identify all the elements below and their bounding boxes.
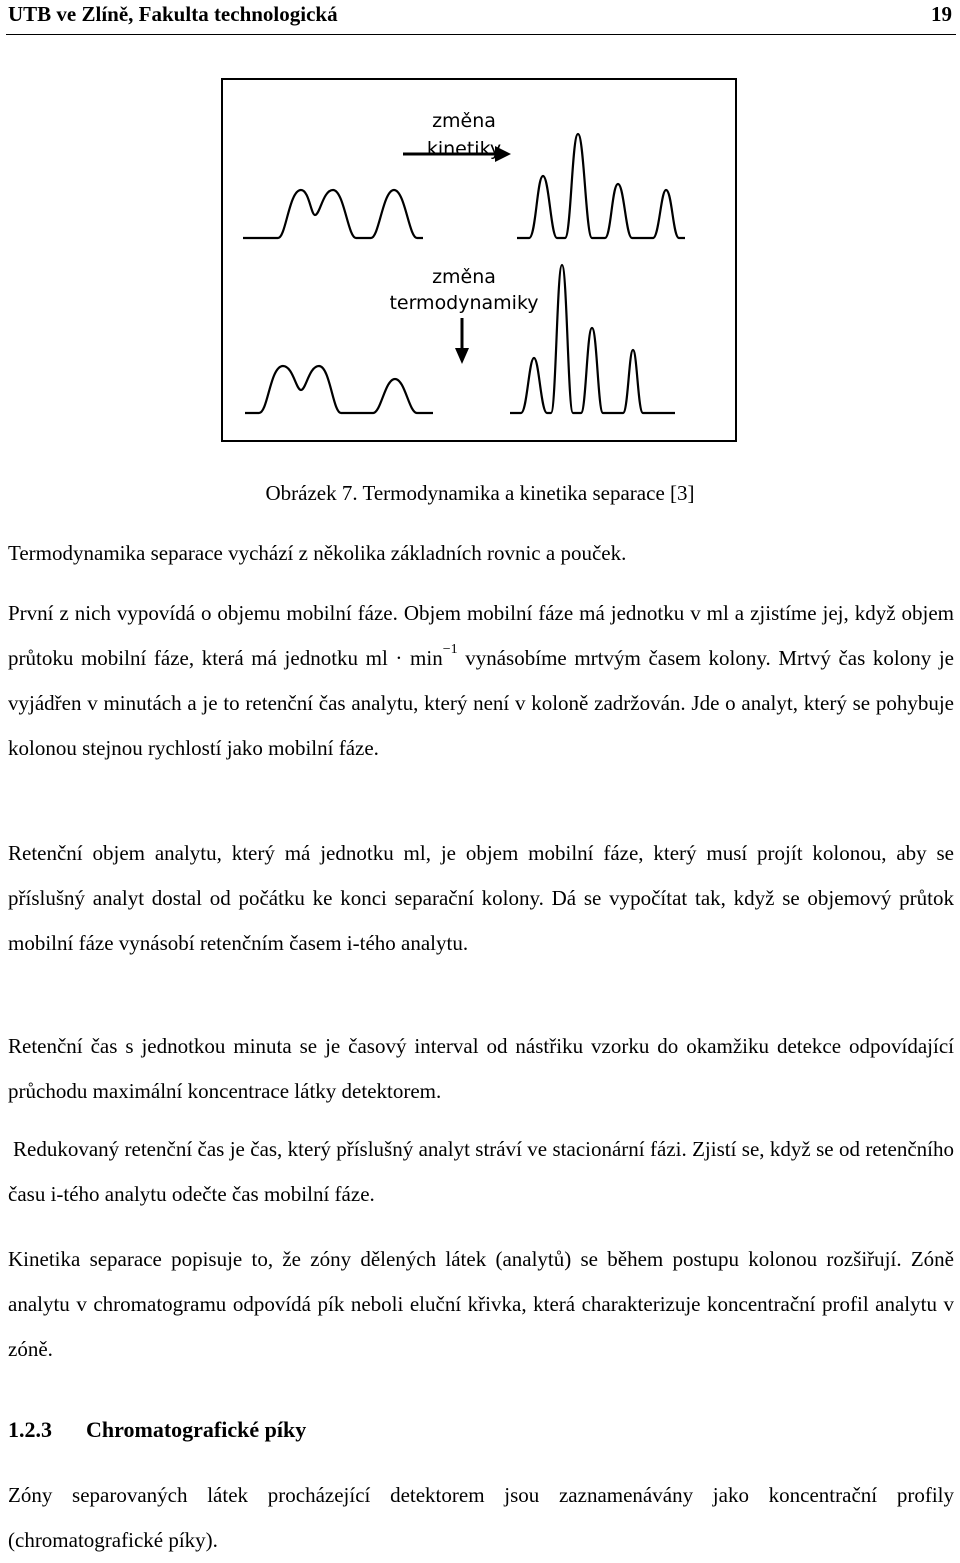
label-kinetics-line2: kinetiky bbox=[426, 138, 502, 160]
section-title: Chromatografické píky bbox=[86, 1417, 307, 1442]
section-number: 1.2.3 bbox=[8, 1417, 52, 1442]
paragraph-4: Retenční čas s jednotkou minuta se je časový interval od nástřiku vzorku do okamžiku detekce odpovídající průchodu maximální koncentrace látky detektorem. bbox=[8, 1034, 954, 1103]
chromatogram-narrow-peaks-top bbox=[517, 134, 685, 238]
chromatogram-drawing bbox=[223, 80, 735, 440]
figure-caption: Obrázek 7. Termodynamika a kinetika separace [3] bbox=[265, 481, 695, 505]
paragraph-7: Zóny separovaných látek procházející detektorem jsou zaznamenávány jako koncentrační profily (chromatografické píky). bbox=[8, 1483, 954, 1552]
header-title: UTB ve Zlíně, Fakulta technologická bbox=[8, 2, 338, 26]
chromatogram-broad-peaks-top bbox=[243, 190, 423, 238]
chromatogram-broad-peaks-bottom bbox=[245, 366, 433, 413]
paragraph-2 bbox=[8, 591, 954, 771]
paragraph-3: Retenční objem analytu, který má jednotku ml, je objem mobilní fáze, který musí projít kolonou, aby se příslušný analyt dostal od počátku ke konci separační kolony. Dá se vypočítat tak, když se objemový průtok mobilní fáze vynásobí retenčním časem i-tého analytu. bbox=[8, 841, 954, 955]
paragraph-2-part-b: vynásobíme mrtvým časem kolony. Mrtvý čas kolony je vyjádřen v minutách a je to retenční čas analytu, který není v koloně zadržován. Jde o analyt, který se pohybuje kolonou stejnou rychlostí jako mobilní fáze. bbox=[8, 646, 954, 760]
section-heading bbox=[8, 1414, 306, 1446]
paragraph-1: Termodynamika separace vychází z několika základních rovnic a pouček. bbox=[8, 541, 627, 565]
label-thermo-line2: termodynamiky bbox=[389, 292, 539, 314]
figure-chromatograms bbox=[221, 78, 737, 442]
paragraph-2-part-a: První z nich vypovídá o objemu mobilní fáze. Objem mobilní fáze má jednotku v ml a zjistíme jej, když objem průtoku mobilní fáze, která má jednotku ml · min bbox=[8, 601, 954, 670]
paragraph-5: Redukovaný retenční čas je čas, který příslušný analyt stráví ve stacionární fázi. Zjistí se, když se od retenčního času i-tého analytu odečte čas mobilní fáze. bbox=[8, 1137, 954, 1206]
page-number: 19 bbox=[931, 2, 952, 26]
page-header bbox=[6, 0, 956, 35]
paragraph-2-superscript: −1 bbox=[442, 642, 458, 657]
label-thermo-line1: změna bbox=[432, 266, 496, 288]
label-kinetics-line1: změna bbox=[432, 110, 496, 132]
paragraph-6: Kinetika separace popisuje to, že zóny dělených látek (analytů) se během postupu kolonou rozšiřují. Zóně analytu v chromatogramu odpovídá pík neboli eluční křivka, která charakterizuje koncentrační profil analytu v zóně. bbox=[8, 1247, 954, 1361]
